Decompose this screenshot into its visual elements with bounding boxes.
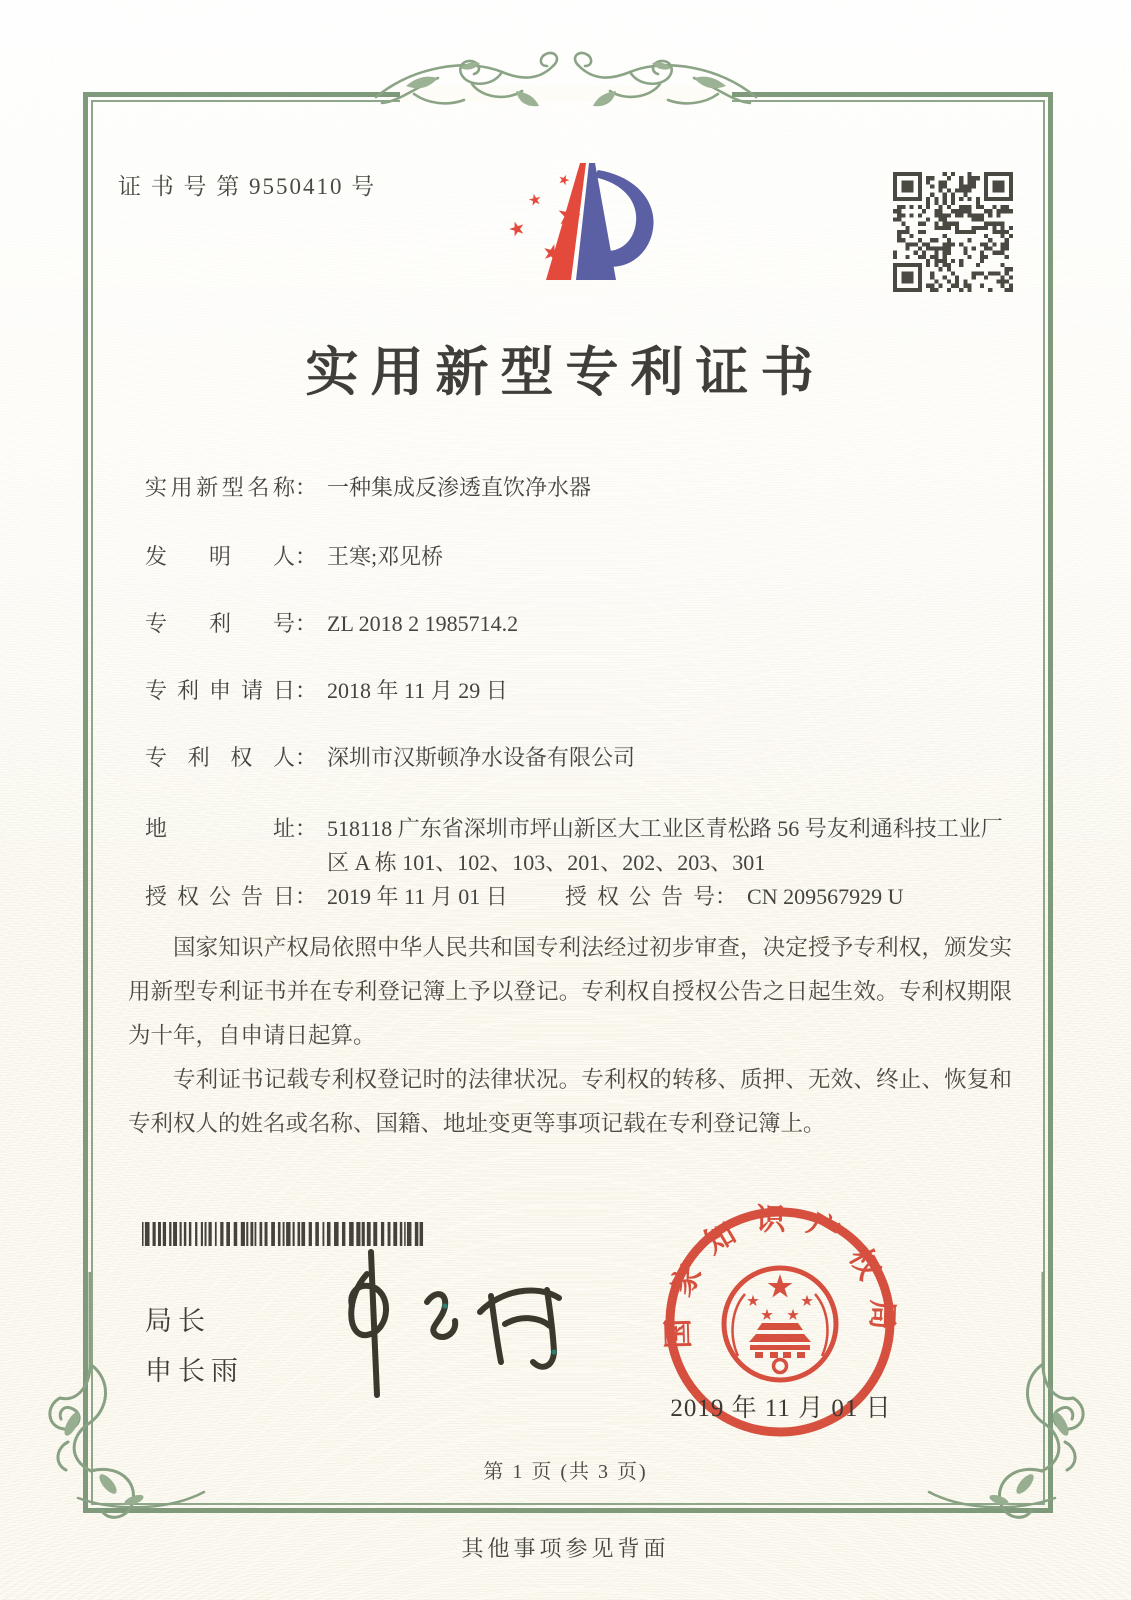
field-value: 518118 广东省深圳市坪山新区大工业区青松路 56 号友利通科技工业厂区 A 栋 101、102、103、201、202、203、301 <box>327 816 1003 875</box>
field-row-grant <box>145 880 1015 914</box>
field-row-utility-model-name <box>145 471 1015 505</box>
official-seal <box>650 1190 912 1462</box>
field-label: 专利申请日 <box>145 678 295 703</box>
field-value: 2019 年 11 月 01 日 <box>327 884 508 909</box>
top-dragon-ornament-icon <box>374 50 758 136</box>
field-label: 专利权人 <box>145 745 295 770</box>
back-note: 其他事项参见背面 <box>461 1536 670 1561</box>
field-value: 2018 年 11 月 29 日 <box>327 678 508 703</box>
field-grant-number <box>565 880 903 914</box>
colon: ： <box>295 611 318 636</box>
colon: ： <box>295 816 318 841</box>
certificate-number: 证 书 号 第 9550410 号 <box>118 174 377 199</box>
page-number: 第 1 页 (共 3 页) <box>483 1461 648 1483</box>
field-value: ZL 2018 2 1985714.2 <box>327 611 519 636</box>
colon: ： <box>295 745 318 770</box>
director-title: 局长 <box>145 1306 211 1336</box>
field-row-filing-date <box>145 674 1015 708</box>
legal-paragraph-1: 国家知识产权局依照中华人民共和国专利法经过初步审查，决定授予专利权，颁发实用新型专利证书并在专利登记簿上予以登记。专利权自授权公告之日起生效。专利权期限为十年，自申请日起算。 <box>128 935 1012 1048</box>
director-block <box>145 1296 244 1396</box>
certificate-title: 实用新型专利证书 <box>305 344 826 402</box>
field-value: CN 209567929 U <box>747 884 904 909</box>
director-signature <box>305 1240 580 1405</box>
colon: ： <box>295 475 318 500</box>
field-row-address <box>145 812 1015 880</box>
field-label: 发明人 <box>145 544 295 569</box>
legal-paragraph-2: 专利证书记载专利权登记时的法律状况。专利权的转移、质押、无效、终止、恢复和专利权人的姓名或名称、国籍、地址变更等事项记载在专利登记簿上。 <box>128 1067 1012 1136</box>
cnipa-logo-icon <box>476 160 654 312</box>
field-label: 授权公告日 <box>145 884 295 909</box>
seal-date: 2019 年 11 月 01 日 <box>670 1395 892 1422</box>
colon: ： <box>295 544 318 569</box>
field-value: 深圳市汉斯顿净水设备有限公司 <box>327 745 636 770</box>
colon: ： <box>295 678 318 703</box>
seal-agency-text: 国家知识产权局 <box>661 1203 899 1350</box>
field-value: 一种集成反渗透直饮净水器 <box>327 475 592 500</box>
field-label: 实用新型名称 <box>145 475 295 500</box>
field-row-inventor <box>145 540 1015 574</box>
qr-code <box>893 172 1013 292</box>
director-name: 申长雨 <box>145 1356 244 1386</box>
colon: ： <box>295 884 318 909</box>
field-label: 专利号 <box>145 611 295 636</box>
field-value: 王寒;邓见桥 <box>327 544 444 569</box>
colon: ： <box>715 884 738 909</box>
field-row-patent-number <box>145 607 1015 641</box>
field-label: 地址 <box>145 816 295 841</box>
field-label: 授权公告号 <box>565 884 715 909</box>
field-row-patentee <box>145 741 1015 775</box>
legal-text <box>128 926 1012 1146</box>
